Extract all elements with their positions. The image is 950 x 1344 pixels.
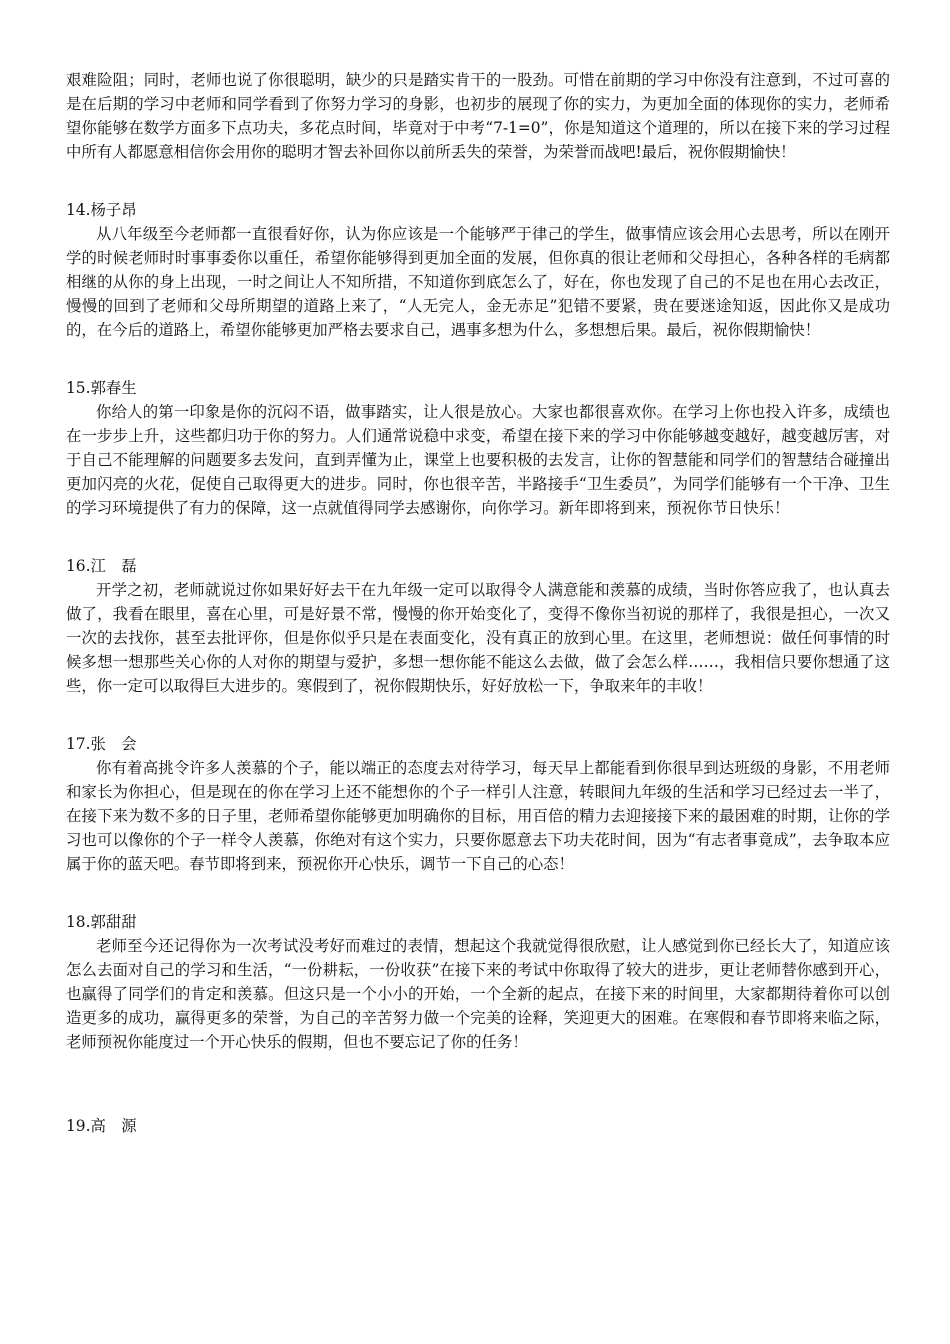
comment-entry-17 xyxy=(66,732,890,876)
entry-body-18: 老师至今还记得你为一次考试没考好而难过的表情，想起这个我就觉得很欣慰，让人感觉到你已经长大了，知道应该怎么去面对自己的学习和生活，“一份耕耘，一份收获”在接下来的考试中你取得了较大的进步，更让老师替你感到开心，也赢得了同学们的肯定和羡慕。但这只是一个小小的开始，一个全新的起点，在接下来的时间里，大家都期待着你可以创造更多的成功，赢得更多的荣誉，为自己的辛苦努力做一个完美的诠释，笑迎更大的困难。在寒假和春节即将来临之际，老师预祝你能度过一个开心快乐的假期，但也不要忘记了你的任务！ xyxy=(66,937,890,1051)
comment-entry-15 xyxy=(66,376,890,520)
intro-paragraph: 艰难险阻；同时，老师也说了你很聪明，缺少的只是踏实肯干的一股劲。可惜在前期的学习中你没有注意到，不过可喜的是在后期的学习中老师和同学看到了你努力学习的身影，也初步的展现了你的实力，为更加全面的体现你的实力，老师希望你能够在数学方面多下点功夫，多花点时间，毕竟对于中考“7-1=0”，你是知道这个道理的，所以在接下来的学习过程中所有人都愿意相信你会用你的聪明才智去补回你以前所丢失的荣誉，为荣誉而战吧!最后，祝你假期愉快！ xyxy=(66,71,890,161)
entry-body-17: 你有着高挑令许多人羡慕的个子，能以端正的态度去对待学习，每天早上都能看到你很早到达班级的身影，不用老师和家长为你担心，但是现在的你在学习上还不能想你的个子一样引人注意，转眼间九年级的生活和学习已经过去一半了，在接下来为数不多的日子里，老师希望你能够更加明确你的目标，用百倍的精力去迎接接下来的最困难的时期，让你的学习也可以像你的个子一样令人羡慕，你绝对有这个实力，只要你愿意去下功夫花时间，因为“有志者事竟成”，去争取本应属于你的蓝天吧。春节即将到来，预祝你开心快乐，调节一下自己的心态！ xyxy=(66,759,890,873)
document-page xyxy=(66,68,890,1138)
comment-entry-16 xyxy=(66,554,890,698)
entry-title-16: 16.江 磊 xyxy=(66,557,137,575)
entry-body-15: 你给人的第一印象是你的沉闷不语，做事踏实，让人很是放心。大家也都很喜欢你。在学习上你也投入许多，成绩也在一步步上升，这些都归功于你的努力。人们通常说稳中求变，希望在接下来的学习中你能够越变越好，越变越厉害，对于自己不能理解的问题要多去发问，直到弄懂为止，课堂上也要积极的去发言，让你的智慧能和同学们的智慧结合碰撞出更加闪亮的火花，促使自己取得更大的进步。同时，你也很辛苦，半路接手“卫生委员”，为同学们能够有一个干净、卫生的学习环境提供了有力的保障，这一点就值得同学去感谢你，向你学习。新年即将到来，预祝你节日快乐！ xyxy=(66,403,890,517)
entry-body-16: 开学之初，老师就说过你如果好好去干在九年级一定可以取得令人满意能和羡慕的成绩，当时你答应我了，也认真去做了，我看在眼里，喜在心里，可是好景不常，慢慢的你开始变化了，变得不像你当初说的那样了，我很是担心，一次又一次的去找你，甚至去批评你，但是你似乎只是在表面变化，没有真正的放到心里。在这里，老师想说：做任何事情的时候多想一想那些关心你的人对你的期望与爱护，多想一想你能不能这么去做，做了会怎么样……，我相信只要你想通了这些，你一定可以取得巨大进步的。寒假到了，祝你假期快乐，好好放松一下，争取来年的丰收！ xyxy=(66,581,890,695)
entry-body-14: 从八年级至今老师都一直很看好你，认为你应该是一个能够严于律己的学生，做事情应该会用心去思考，所以在刚开学的时候老师时时事事委你以重任，希望你能够得到更加全面的发展，但你真的很让老师和父母担心，各种各样的毛病都相继的从你的身上出现，一时之间让人不知所措，不知道你到底怎么了，好在，你也发现了自己的不足也在用心去改正，慢慢的回到了老师和父母所期望的道路上来了，“人无完人，金无赤足”犯错不要紧，贵在要迷途知返，因此你又是成功的，在今后的道路上，希望你能够更加严格去要求自己，遇事多想为什么，多想想后果。最后，祝你假期愉快！ xyxy=(66,225,890,339)
comment-entry-18 xyxy=(66,910,890,1054)
entry-title-18: 18.郭甜甜 xyxy=(66,913,137,931)
entry-title-15: 15.郭春生 xyxy=(66,379,137,397)
comment-entry-14 xyxy=(66,198,890,342)
comment-entry-19 xyxy=(66,1114,890,1138)
entry-title-17: 17.张 会 xyxy=(66,735,137,753)
entry-title-14: 14.杨子昂 xyxy=(66,201,137,219)
entry-title-19: 19.高 源 xyxy=(66,1117,137,1135)
